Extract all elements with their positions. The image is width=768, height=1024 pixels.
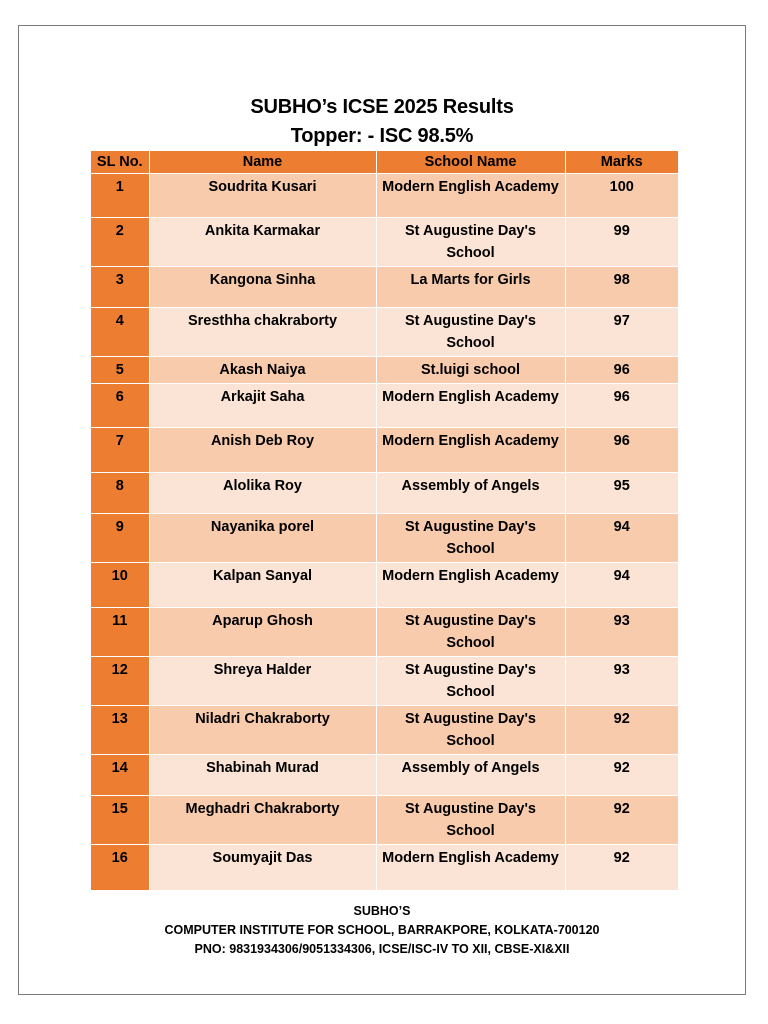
cell-school-name: Modern English Academy [376,384,565,428]
table-row [91,428,678,473]
cell-name: Aparup Ghosh [149,608,376,657]
cell-name: Soudrita Kusari [149,174,376,218]
cell-name: Niladri Chakraborty [149,706,376,755]
cell-school-name: St Augustine Day's School [376,796,565,845]
cell-name: Anish Deb Roy [149,428,376,473]
cell-marks: 100 [565,174,678,218]
cell-marks: 92 [565,755,678,796]
table-row [91,845,678,890]
cell-school-name: Assembly of Angels [376,755,565,796]
cell-name: Soumyajit Das [149,845,376,890]
footer-contact: PNO: 9831934306/9051334306, ICSE/ISC-IV TO XII, CBSE-XI&XII [194,942,570,956]
results-table [91,151,678,890]
cell-school-name: Modern English Academy [376,428,565,473]
cell-marks: 92 [565,845,678,890]
cell-school-name: St.luigi school [376,357,565,384]
cell-marks: 93 [565,608,678,657]
table-row [91,755,678,796]
cell-sl-no: 13 [91,706,149,755]
cell-sl-no: 1 [91,174,149,218]
cell-sl-no: 15 [91,796,149,845]
cell-name: Meghadri Chakraborty [149,796,376,845]
cell-sl-no: 3 [91,267,149,308]
table-row [91,706,678,755]
cell-name: Alolika Roy [149,473,376,514]
table-row [91,384,678,428]
cell-sl-no: 7 [91,428,149,473]
cell-school-name: Modern English Academy [376,845,565,890]
footer-address: COMPUTER INSTITUTE FOR SCHOOL, BARRAKPORE, KOLKATA-700120 [164,923,600,937]
column-header-name: Name [149,151,376,174]
page-subtitle: Topper: - ISC 98.5% [290,125,474,147]
cell-school-name: Assembly of Angels [376,473,565,514]
cell-sl-no: 6 [91,384,149,428]
footer-institute-name: SUBHO’S [353,904,411,918]
cell-school-name: St Augustine Day's School [376,514,565,563]
cell-name: Sresthha chakraborty [149,308,376,357]
table-header-row [91,151,678,174]
cell-name: Shabinah Murad [149,755,376,796]
cell-name: Arkajit Saha [149,384,376,428]
cell-school-name: St Augustine Day's School [376,218,565,267]
cell-marks: 99 [565,218,678,267]
cell-school-name: St Augustine Day's School [376,706,565,755]
cell-school-name: St Augustine Day's School [376,657,565,706]
cell-marks: 98 [565,267,678,308]
cell-sl-no: 9 [91,514,149,563]
cell-school-name: St Augustine Day's School [376,308,565,357]
cell-marks: 94 [565,514,678,563]
cell-school-name: Modern English Academy [376,174,565,218]
cell-sl-no: 14 [91,755,149,796]
cell-name: Ankita Karmakar [149,218,376,267]
cell-sl-no: 8 [91,473,149,514]
cell-marks: 96 [565,357,678,384]
cell-name: Nayanika porel [149,514,376,563]
cell-school-name: Modern English Academy [376,563,565,608]
cell-marks: 92 [565,706,678,755]
page-title: SUBHO’s ICSE 2025 Results [250,96,514,118]
table-row [91,473,678,514]
table-row [91,308,678,357]
cell-marks: 97 [565,308,678,357]
table-row [91,357,678,384]
cell-sl-no: 11 [91,608,149,657]
cell-marks: 94 [565,563,678,608]
table-row [91,218,678,267]
table-row [91,514,678,563]
cell-sl-no: 12 [91,657,149,706]
column-header-marks: Marks [565,151,678,174]
cell-marks: 93 [565,657,678,706]
cell-name: Shreya Halder [149,657,376,706]
table-row [91,563,678,608]
cell-school-name: La Marts for Girls [376,267,565,308]
cell-sl-no: 10 [91,563,149,608]
document-page [18,25,746,995]
cell-name: Kangona Sinha [149,267,376,308]
column-header-sl: SL No. [91,151,149,174]
cell-name: Kalpan Sanyal [149,563,376,608]
cell-name: Akash Naiya [149,357,376,384]
table-row [91,267,678,308]
cell-sl-no: 5 [91,357,149,384]
cell-marks: 96 [565,384,678,428]
cell-marks: 95 [565,473,678,514]
table-row [91,796,678,845]
cell-sl-no: 4 [91,308,149,357]
table-row [91,608,678,657]
table-row [91,657,678,706]
cell-school-name: St Augustine Day's School [376,608,565,657]
cell-marks: 92 [565,796,678,845]
cell-sl-no: 2 [91,218,149,267]
table-row [91,174,678,218]
column-header-school: School Name [376,151,565,174]
cell-sl-no: 16 [91,845,149,890]
cell-marks: 96 [565,428,678,473]
